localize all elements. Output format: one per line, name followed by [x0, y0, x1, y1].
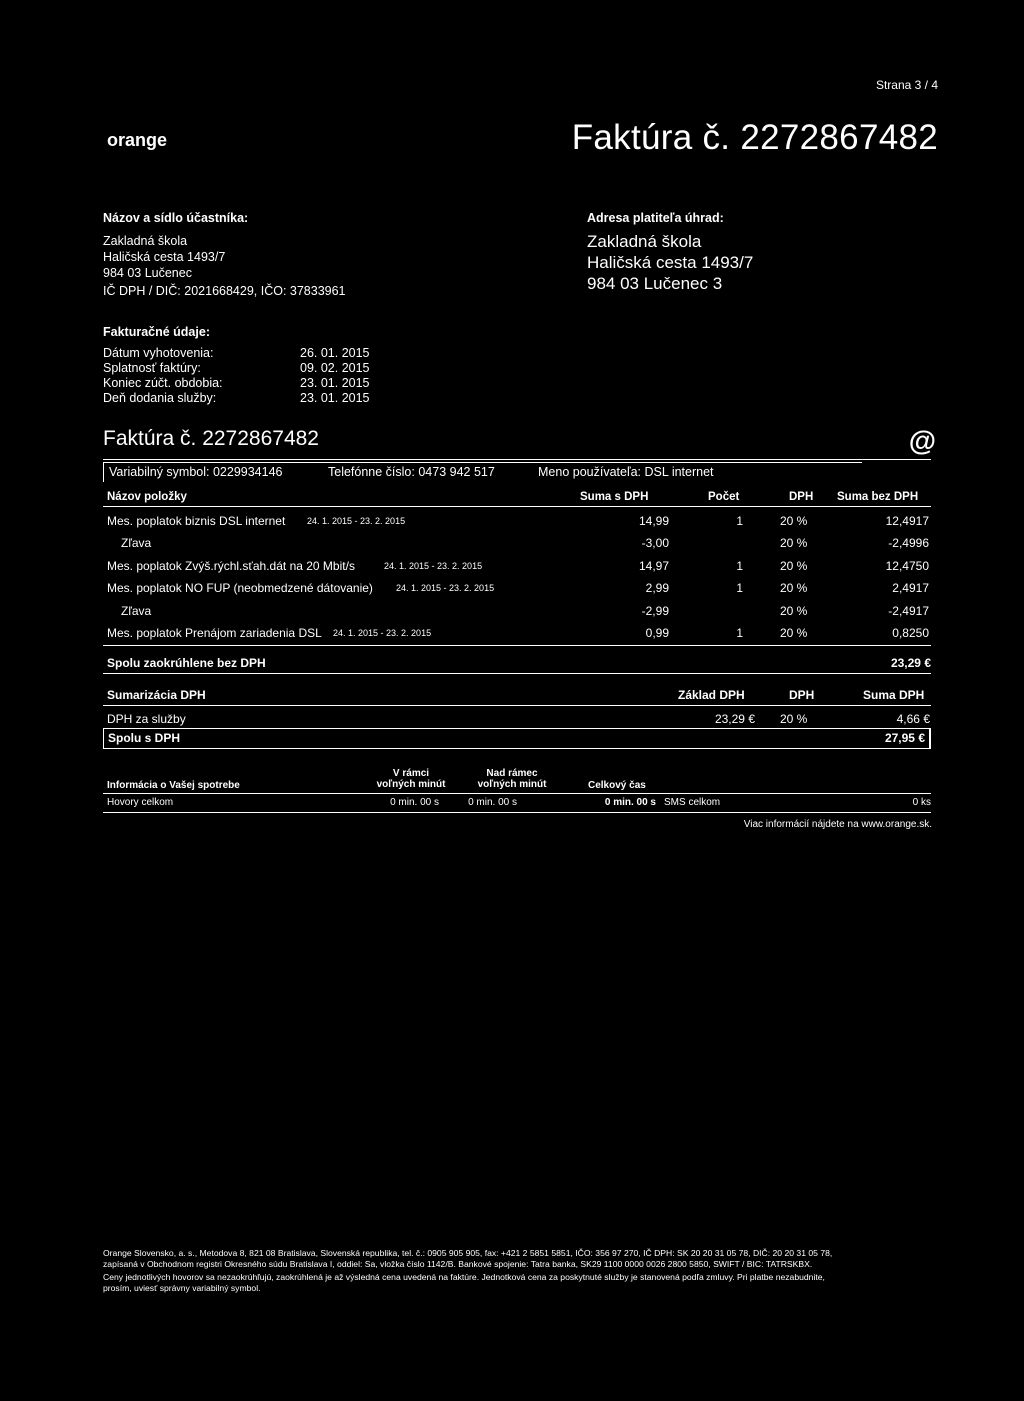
- vat-row-sum: 4,66 €: [896, 712, 930, 726]
- payer-block: [587, 211, 753, 294]
- item-count: 1: [736, 581, 743, 595]
- item-name: Zľava: [121, 536, 152, 550]
- footer-note-line: prosím, uviesť správny variabilný symbol.: [103, 1282, 261, 1293]
- item-sum-vat: 14,97: [638, 559, 669, 573]
- table-row: [0, 559, 1024, 579]
- billing-block: [103, 325, 370, 406]
- item-period: 24. 1. 2015 - 23. 2. 2015: [384, 561, 483, 571]
- divider: [103, 645, 931, 646]
- item-vat: 20 %: [780, 536, 808, 550]
- participant-name: Zakladná škola: [103, 234, 188, 248]
- payer-heading: Adresa platiteľa úhrad:: [587, 211, 724, 225]
- variable-symbol-bar: [103, 462, 862, 482]
- billing-value: 09. 02. 2015: [300, 361, 370, 375]
- table-row: [0, 514, 1024, 534]
- table-row: [0, 581, 1024, 601]
- vat-header: DPH: [789, 688, 815, 702]
- col-header-sum-novat: Suma bez DPH: [837, 491, 919, 503]
- usage-over-header: Nad rámec voľných minút: [477, 768, 547, 790]
- footer-registry-line: zapísaná v Obchodnom registri Okresného súdu Bratislava I, oddiel: Sa, vložka číslo 1142/B. Bankové spojenie: Tatra banka, SK29 1100 0000 0026 2800 5850, SWIFT / BIC: TATRSKBX.: [103, 1258, 813, 1269]
- participant-street: Haličská cesta 1493/7: [103, 250, 226, 264]
- divider: [103, 793, 931, 794]
- item-sum-novat: 2,4917: [892, 581, 929, 595]
- page-number: Strana 3 / 4: [875, 78, 938, 92]
- sms-total-label: SMS celkom: [664, 797, 721, 808]
- payer-street: Haličská cesta 1493/7: [587, 253, 754, 272]
- items-total-label: Spolu zaokrúhlene bez DPH: [107, 656, 266, 670]
- invoice-title: Faktúra č. 2272867482: [571, 118, 938, 157]
- item-sum-vat: -2,99: [641, 604, 669, 618]
- item-count: 1: [736, 626, 743, 640]
- vat-base-header: Základ DPH: [678, 688, 745, 702]
- item-sum-novat: 12,4750: [885, 559, 929, 573]
- divider: [103, 459, 931, 460]
- billing-label: Dátum vyhotovenia:: [103, 346, 214, 360]
- billing-label: Deň dodania služby:: [103, 391, 217, 405]
- item-vat: 20 %: [780, 514, 808, 528]
- divider: [103, 705, 931, 706]
- item-vat: 20 %: [780, 604, 808, 618]
- col-header-vat: DPH: [789, 491, 814, 503]
- item-sum-vat: 2,99: [645, 581, 669, 595]
- vat-row-label: DPH za služby: [107, 712, 186, 726]
- calls-within: 0 min. 00 s: [390, 797, 439, 808]
- item-sum-novat: 0,8250: [892, 626, 929, 640]
- footer-company-line: Orange Slovensko, a. s., Metodova 8, 821 08 Bratislava, Slovenská republika, tel. č.: 0905 905 905, fax: +421 2 5851 5851, IČO: 356 97 270, IČ DPH: SK 20 20 31 05 78, DIČ: 20 20 31 05 78,: [103, 1248, 833, 1258]
- item-period: 24. 1. 2015 - 23. 2. 2015: [333, 628, 432, 638]
- col-header-count: Počet: [708, 491, 740, 503]
- item-sum-novat: 12,4917: [885, 514, 929, 528]
- item-sum-vat: 0,99: [645, 626, 669, 640]
- item-name: Mes. poplatok Prenájom zariadenia DSL: [107, 626, 322, 640]
- participant-block: [103, 211, 346, 299]
- col-header-name: Názov položky: [107, 491, 187, 503]
- footer-note-line: Ceny jednotlivých hovorov sa nezaokrúhľujú, zaokrúhlená je až výsledná cena uvedená na faktúre. Jednotková cena za poskytnuté služby je stanovená podľa zmluvy. Pri platbe nezabudnite,: [103, 1272, 825, 1282]
- item-period: 24. 1. 2015 - 23. 2. 2015: [307, 516, 406, 526]
- usage-within-header: V rámci voľných minút: [376, 768, 446, 790]
- item-count: 1: [736, 514, 743, 528]
- payer-city: 984 03 Lučenec 3: [587, 274, 723, 293]
- grand-total-box: [103, 728, 931, 749]
- usage-total-header: Celkový čas: [588, 780, 646, 791]
- item-sum-vat: 14,99: [638, 514, 669, 528]
- item-name: Mes. poplatok Zvýš.rýchl.sťah.dát na 20 Mbit/s: [107, 559, 355, 573]
- table-row: [0, 536, 1024, 556]
- item-name: Mes. poplatok biznis DSL internet: [107, 514, 286, 528]
- footer: [103, 1248, 832, 1293]
- vat-row-base: 23,29 €: [714, 712, 755, 726]
- billing-label: Splatnosť faktúry:: [103, 361, 201, 375]
- vat-summary-heading: Sumarizácia DPH: [107, 688, 206, 702]
- grand-total-label: Spolu s DPH: [108, 731, 181, 745]
- item-count: 1: [736, 559, 743, 573]
- billing-value: 23. 01. 2015: [300, 391, 370, 405]
- divider: [103, 506, 931, 507]
- table-row: [0, 604, 1024, 624]
- item-name: Mes. poplatok NO FUP (neobmedzené dátovanie): [107, 581, 373, 595]
- invoice-subtitle: Faktúra č. 2272867482: [103, 427, 319, 450]
- phone-number: Telefónne číslo: 0473 942 517: [328, 465, 495, 479]
- payer-name: Zakladná škola: [587, 232, 702, 251]
- more-info-link[interactable]: Viac informácií nájdete na www.orange.sk.: [743, 819, 932, 830]
- usage-heading: Informácia o Vašej spotrebe: [107, 780, 240, 791]
- divider: [103, 812, 931, 813]
- user-name: Meno používateľa: DSL internet: [538, 465, 714, 479]
- billing-row: [103, 361, 370, 376]
- participant-heading: Názov a sídlo účastníka:: [103, 211, 249, 225]
- vat-sum-header: Suma DPH: [863, 688, 925, 702]
- calls-over: 0 min. 00 s: [468, 797, 517, 808]
- at-icon: @: [908, 425, 936, 456]
- divider: [103, 673, 931, 674]
- item-sum-vat: -3,00: [641, 536, 669, 550]
- variable-symbol: Variabilný symbol: 0229934146: [109, 465, 283, 479]
- participant-city: 984 03 Lučenec: [103, 266, 192, 280]
- item-vat: 20 %: [780, 581, 808, 595]
- billing-row: [103, 391, 370, 406]
- billing-value: 26. 01. 2015: [300, 346, 370, 360]
- brand-logo: orange: [107, 130, 168, 150]
- sms-total-value: 0 ks: [912, 797, 931, 808]
- vat-row-rate: 20 %: [780, 712, 808, 726]
- item-sum-novat: -2,4996: [888, 536, 929, 550]
- item-sum-novat: -2,4917: [888, 604, 929, 618]
- item-name: Zľava: [121, 604, 152, 618]
- table-row: [0, 626, 1024, 646]
- billing-heading: Fakturačné údaje:: [103, 325, 210, 339]
- col-header-sum-vat: Suma s DPH: [580, 491, 649, 503]
- calls-total-label: Hovory celkom: [107, 797, 174, 808]
- billing-label: Koniec zúčt. obdobia:: [103, 376, 223, 390]
- participant-ids: IČ DPH / DIČ: 2021668429, IČO: 37833961: [103, 284, 346, 298]
- item-vat: 20 %: [780, 559, 808, 573]
- item-period: 24. 1. 2015 - 23. 2. 2015: [396, 583, 495, 593]
- calls-total: 0 min. 00 s: [604, 797, 656, 808]
- items-total-value: 23,29 €: [890, 656, 931, 670]
- billing-row: [103, 376, 370, 391]
- billing-row: [103, 346, 370, 361]
- grand-total-value: 27,95 €: [884, 731, 925, 745]
- item-vat: 20 %: [780, 626, 808, 640]
- billing-value: 23. 01. 2015: [300, 376, 370, 390]
